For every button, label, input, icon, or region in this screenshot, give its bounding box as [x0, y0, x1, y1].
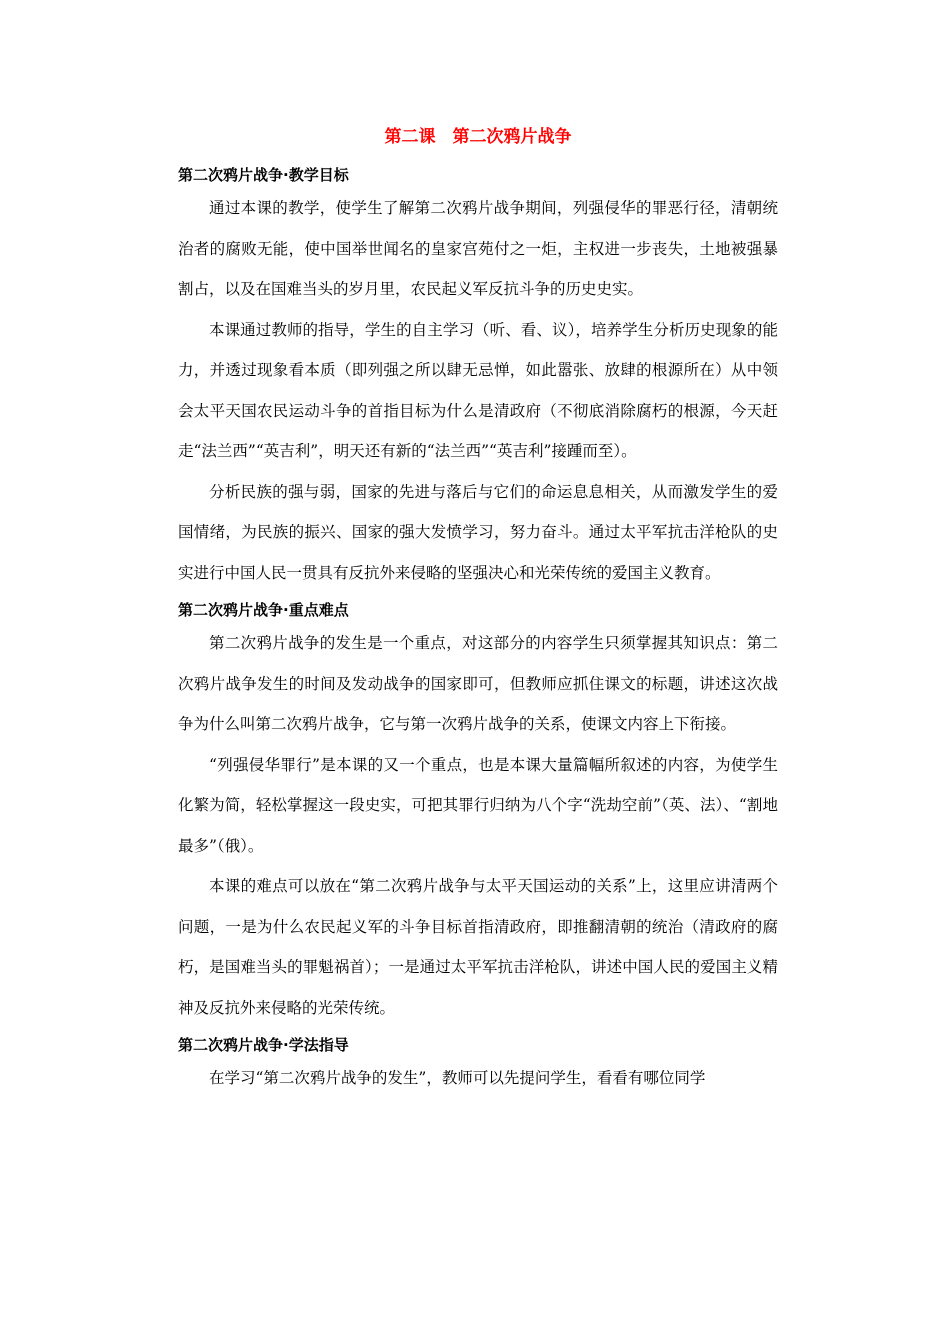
paragraph: 分析民族的强与弱，国家的先进与落后与它们的命运息息相关，从而激发学生的爱国情绪，为民族的振兴、国家的强大发愤学习，努力奋斗。通过太平军抗击洋枪队的史实进行中国人民一贯具有反抗外来侵略的坚强决心和光荣传统的爱国主义教育。 — [178, 482, 778, 582]
paragraph: “列强侵华罪行”是本课的又一个重点，也是本课大量篇幅所叙述的内容，为使学生化繁为简，轻松掌握这一段史实，可把其罪行归纳为八个字“洗劫空前”（英、法）、“割地最多”（俄）。 — [178, 755, 778, 855]
paragraph: 在学习“第二次鸦片战争的发生”，教师可以先提问学生，看看有哪位同学 — [209, 1069, 706, 1087]
section-study-guide — [178, 1032, 778, 1099]
section-heading: 第二次鸦片战争·教学目标 — [178, 166, 349, 184]
paragraph: 本课的难点可以放在“第二次鸦片战争与太平天国运动的关系”上，这里应讲清两个问题，一是为什么农民起义军的斗争目标首指清政府，即推翻清朝的统治（清政府的腐朽，是国难当头的罪魁祸首）；一是通过太平军抗击洋枪队，讲述中国人民的爱国主义精神及反抗外来侵略的光荣传统。 — [178, 877, 778, 1017]
section-heading: 第二次鸦片战争·重点难点 — [178, 601, 349, 619]
paragraph: 第二次鸦片战争的发生是一个重点，对这部分的内容学生只须掌握其知识点：第二次鸦片战争发生的时间及发动战争的国家即可，但教师应抓住课文的标题，讲述这次战争为什么叫第二次鸦片战争，它与第一次鸦片战争的关系，使课文内容上下衔接。 — [178, 634, 778, 733]
title-spacer — [178, 150, 778, 158]
paragraph: 通过本课的教学，使学生了解第二次鸦片战争期间，列强侵华的罪恶行径，清朝统治者的腐败无能，使中国举世闻名的皇家宫苑付之一炬，主权进一步丧失，土地被强暴割占，以及在国难当头的岁月里，农民起义军反抗斗争的历史史实。 — [178, 199, 778, 298]
document-body — [178, 124, 778, 1099]
paragraph: 本课通过教师的指导，学生的自主学习（听、看、议），培养学生分析历史现象的能力，并透过现象看本质（即列强之所以肆无忌惮，如此嚣张、放肆的根源所在）从中领会太平天国农民运动斗争的首指目标为什么是清政府（不彻底消除腐朽的根源，今天赶走“法兰西”“英吉利”，明天还有新的“法兰西”“英吉利”接踵而至）。 — [178, 320, 778, 460]
section-teaching-goals — [178, 162, 778, 593]
page-title: 第二课 第二次鸦片战争 — [384, 127, 572, 147]
section-heading: 第二次鸦片战争·学法指导 — [178, 1036, 349, 1054]
section-key-difficulties — [178, 597, 778, 1028]
